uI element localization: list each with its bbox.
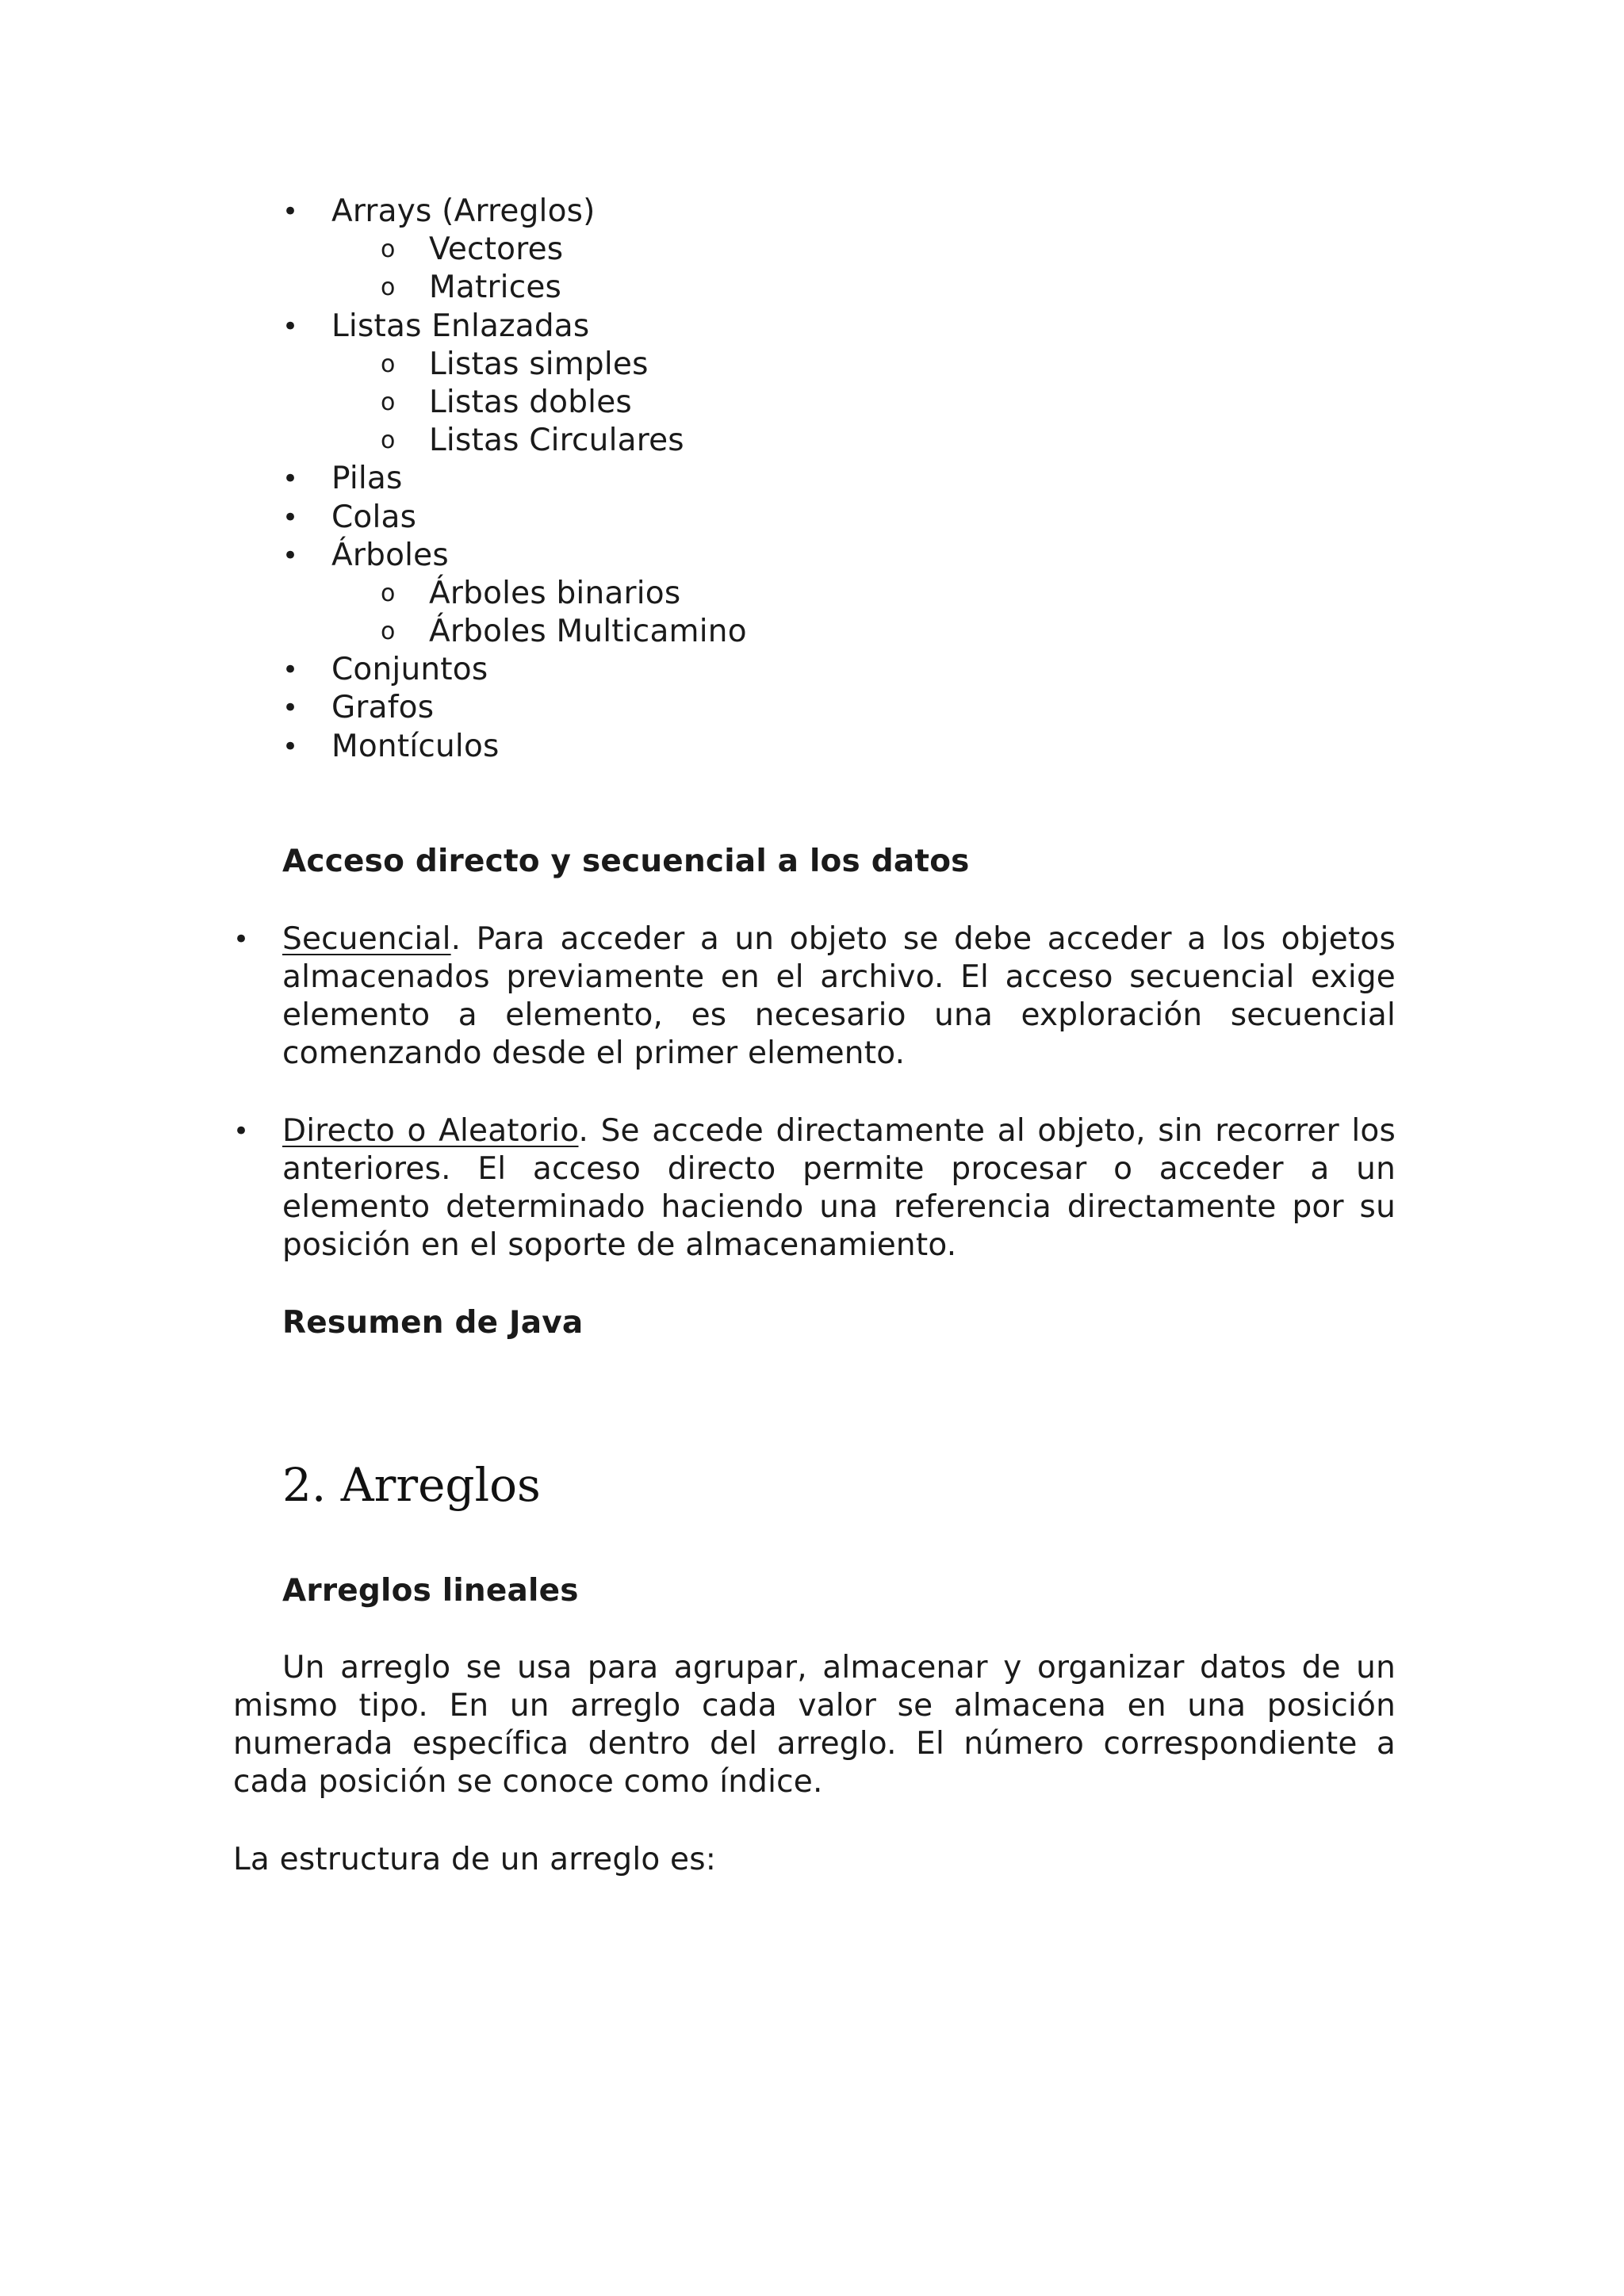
sequential-term: Secuencial [282, 921, 451, 957]
bullet-icon: • [282, 692, 299, 725]
circle-bullet-icon: o [381, 350, 396, 378]
bullet-icon: • [282, 196, 299, 228]
sub-list-item-label: Árboles Multicamino [429, 614, 747, 650]
section-subheading: Arreglos lineales [282, 1573, 579, 1609]
direct-term: Directo o Aleatorio [282, 1113, 579, 1149]
list-item-label: Montículos [331, 728, 500, 764]
bullet-icon: • [233, 924, 250, 955]
sub-list-item-label: Listas Circulares [429, 423, 684, 459]
circle-bullet-icon: o [381, 427, 396, 455]
bullet-icon: • [233, 1115, 250, 1147]
list-item-label: Arrays (Arreglos) [331, 193, 596, 229]
sub-list-item-label: Árboles binarios [429, 575, 681, 611]
chapter-title: 2. Arreglos [282, 1458, 541, 1512]
sequential-access-paragraph [282, 920, 1396, 1073]
bullet-icon: • [282, 310, 299, 342]
circle-bullet-icon: o [381, 274, 396, 302]
list-item-label: Grafos [331, 690, 435, 726]
direct-description: . Se accede directamente al objeto, sin recorrer los anteriores. El acceso directo permite procesar o acceder a un elemento determinado haciendo una referencia directamente por su posición en el soporte de almacenamiento. [282, 1113, 1396, 1263]
bullet-icon: • [282, 463, 299, 496]
sequential-description: . Para acceder a un objeto se debe acceder a los objetos almacenados previamente en el archivo. El acceso secuencial exige elemento a elemento, es necesario una exploración secuencial comenzando desde el primer elemento. [282, 921, 1396, 1071]
bullet-icon: • [282, 539, 299, 572]
circle-bullet-icon: o [381, 618, 396, 646]
list-item-label: Listas Enlazadas [331, 308, 590, 344]
sub-list-item-label: Vectores [429, 232, 564, 268]
list-item-label: Pilas [331, 461, 403, 497]
sub-list-item-label: Listas simples [429, 346, 649, 382]
array-structure-line: La estructura de un arreglo es: [233, 1842, 717, 1877]
bullet-icon: • [282, 501, 299, 534]
list-item-label: Árboles [331, 537, 449, 573]
access-heading: Acceso directo y secuencial a los datos [282, 844, 970, 879]
bullet-icon: • [282, 730, 299, 763]
list-item-label: Colas [331, 499, 417, 535]
arrays-paragraph: Un arreglo se usa para agrupar, almacenar y organizar datos de un mismo tipo. En un arreglo cada valor se almacena en una posición numerada específica dentro del arreglo. El número correspondiente a cada posición se conoce como índice. [233, 1650, 1396, 1800]
sub-list-item-label: Matrices [429, 270, 562, 306]
java-summary-heading: Resumen de Java [282, 1305, 584, 1341]
circle-bullet-icon: o [381, 579, 396, 607]
list-item-label: Conjuntos [331, 652, 488, 688]
bullet-icon: • [282, 654, 299, 687]
direct-access-paragraph [282, 1112, 1396, 1265]
circle-bullet-icon: o [381, 388, 396, 416]
circle-bullet-icon: o [381, 235, 396, 264]
sub-list-item-label: Listas dobles [429, 384, 632, 420]
